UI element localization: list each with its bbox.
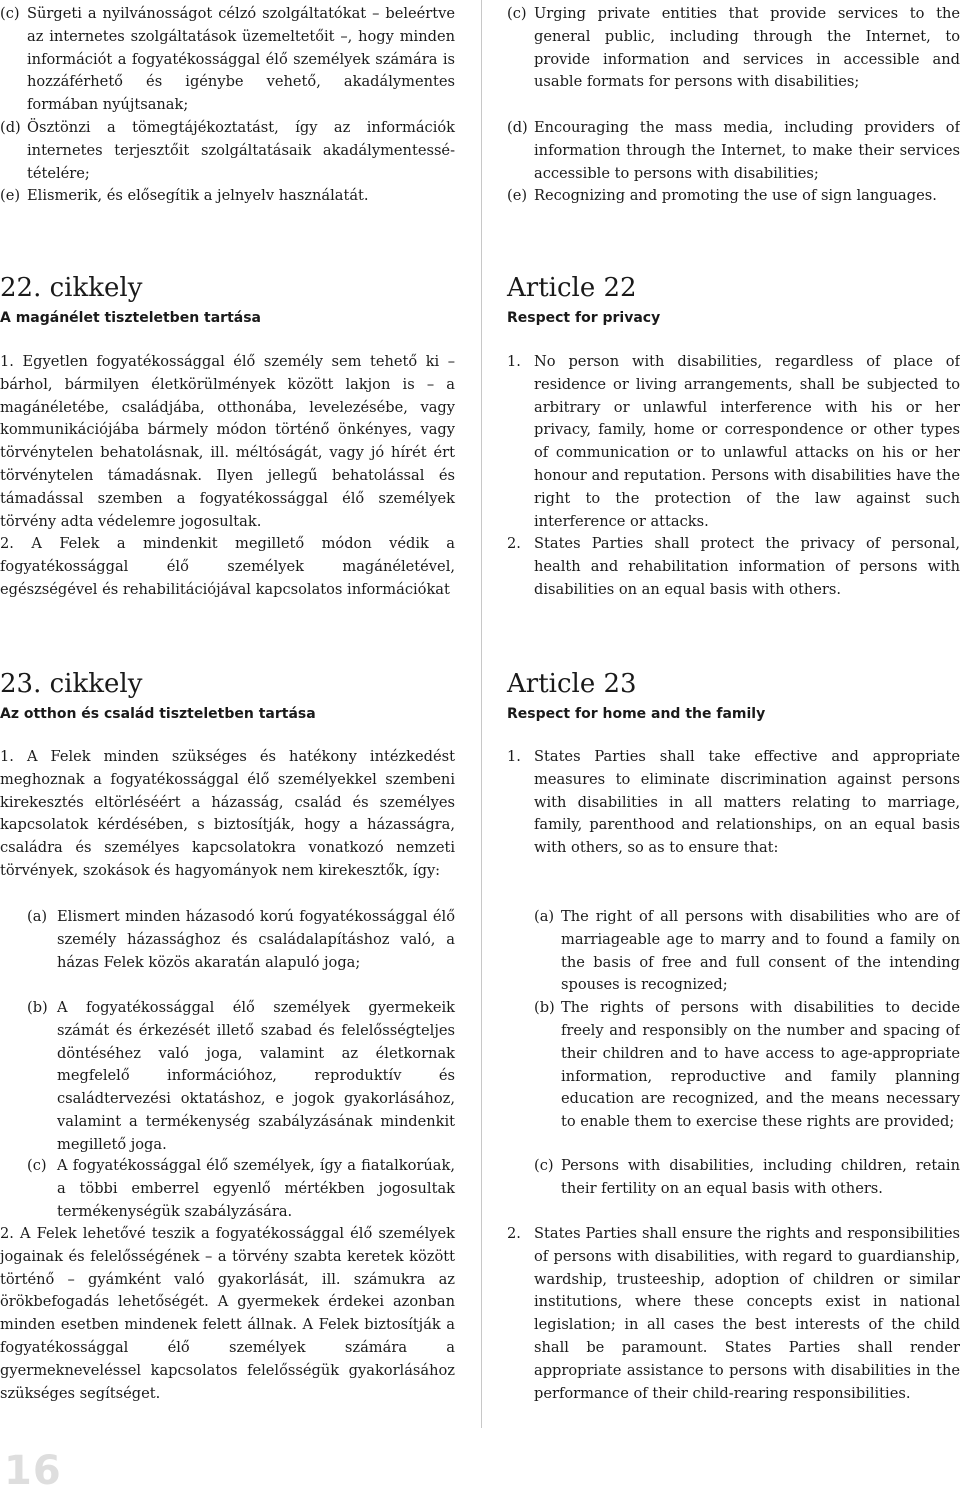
article-heading: Article 22 (507, 273, 637, 303)
paragraph: 2. States Parties shall ensure the rights and responsibilities of persons with disabilities, with regard to guardianship, wardship, trusteeship, adoption of children or similar institutions, where these concepts exist in national legislation; in all cases the best interests of the child shall be paramount. States Parties shall render appropriate assistance to persons with disabilities in the performance of their child-rearing responsibilities. (507, 1225, 960, 1402)
list-item: (d) Encouraging the mass media, including providers of information through the Internet, to make their services accessible to persons with disabilities; (507, 119, 960, 182)
article-subheading: Respect for home and the family (507, 706, 766, 722)
paragraph: 2. States Parties shall protect the privacy of personal, health and rehabilitation information of persons with disabilities on an equal basis with others. (507, 535, 960, 598)
article-body (0, 351, 455, 602)
paragraph: 1. States Parties shall take effective and appropriate measures to eliminate discrimination against persons with disabilities in all matters relating to marriage, family, parenthood and relationships, on an equal basis with others, so as to ensure that: (507, 748, 960, 857)
article-subheading: Respect for privacy (507, 310, 661, 326)
intro-list (507, 3, 960, 94)
list-item: (b) A fogyatékossággal élő személyek gyermekeik számát és érkezését illető szabad és felelősségteljes döntéséhez való joga, valamint az életkornak megfelelő információhoz, reproduktív és családtervezési oktatáshoz, e jogok gyakorlásához, valamint a termékenység szabályzásának mindenkit megillető joga. (27, 999, 455, 1153)
intro-list (0, 3, 455, 208)
article-heading: 22. cikkely (0, 273, 143, 303)
intro-list (507, 117, 960, 208)
article-body (507, 351, 960, 602)
paragraph: 2. A Felek a mindenkit megillető módon védik a fogyatékossággal élő személyek magánéletével, egészségével és rehabilitációjával kapcsolatos információkat (0, 535, 455, 598)
paragraph: 2. A Felek lehetővé teszik a fogyatékossággal élő személyek jogainak és felelősségének – a törvény szabta keretek között történő – gyámként való gyakorlását, ill. számukra az örökbefogadás lehetőségét. A gyermekek érdekei azonban minden esetben mindenek felett állnak. A Felek biztosítják a fogyatékossággal élő személyek számára a gyermekneveléssel kapcsolatos felelősségük gyakorlásához szükséges segítséget. (0, 1225, 456, 1402)
list-item: (c) Sürgeti a nyilvánosságot célzó szolgáltatókat – beleértve az internetes szolgáltatások üzemeltetőit –, hogy minden információt a fogyatékossággal élő személyek számára is hozzáférhető és igénybe vehető, akadálymentes formában nyújtsanak; (0, 5, 455, 114)
list-item: (c) A fogyatékossággal élő személyek, így a fiatalkorúak, a többi emberrel egyenlő mértékben jogosultak termékenységük szabályzására. (27, 1157, 455, 1220)
list-item: (e) Recognizing and promoting the use of sign languages. (507, 187, 937, 205)
list-item: (c) Persons with disabilities, including children, retain their fertility on an equal basis with others. (534, 1157, 960, 1197)
paragraph: 1. No person with disabilities, regardless of place of residence or living arrangements, shall be subjected to arbitrary or unlawful interference with his or her privacy, family, home or correspondence or other types of communication or to unlawful attacks on his or her honour and reputation. Persons with disabilities have the right to the protection of the law against such interference or attacks. (507, 353, 960, 530)
list-item: (a) The right of all persons with disabilities who are of marriageable age to marry and to found a family on the basis of free and full consent of the intending spouses is recognized; (b) The rights of persons with disabilities to decide freely and responsibly on the number and spacing of their children and to have access to age-appropriate information, reproductive and family planning education are recognized, and the means necessary to enable them to exercise these rights are provided; (534, 908, 960, 1131)
list-item: (d) Ösztönzi a tömegtájékoztatást, így az információk internetes terjesztőit szolgáltatásaik akadálymentessé-tételére; (0, 118, 455, 182)
column-divider (481, 0, 482, 1428)
article-subheading: Az otthon és család tiszteletben tartása (0, 706, 316, 722)
page-number: 16 (4, 1448, 62, 1494)
paragraph: 1. A Felek minden szükséges és hatékony intézkedést meghoznak a fogyatékossággal élő személyekkel szembeni kirekesztés eltörléséért a házasság, család és személyes kapcsolatok kérdésében, s biztosítják, hogy a házasságra, családra és személyes kapcsolatokra vonatkozó nemzeti törvények, szokások és hagyományok nem kirekesztők, így: (0, 748, 455, 879)
list-item: (c) Urging private entities that provide services to the general public, including through the Internet, to provide information and services in accessible and usable formats for persons with disabilities; (507, 5, 960, 91)
article-heading: Article 23 (507, 669, 637, 699)
paragraph: 1. Egyetlen fogyatékossággal élő személy sem tehető ki – bárhol, bármilyen életkörülmények között lakjon is – a magánéletébe, családjába, otthonába, levelezésébe, vagy kommunikációjába bármely módon történő önkényes, vagy törvénytelen behatolásnak, ill. méltóságát, vagy jó hírét ért törvénytelen támadásnak. Ilyen jellegű behatolással és támadással szemben a fogyatékossággal élő személyek törvény adta védelemre jogosultak. (0, 353, 455, 530)
list-item: (e) Elismerik, és elősegítik a jelnyelv használatát. (0, 187, 369, 205)
article-heading: 23. cikkely (0, 669, 143, 699)
article-subheading: A magánélet tiszteletben tartása (0, 310, 262, 326)
list-item: (a) Elismert minden házasodó korú fogyatékossággal élő személy házassághoz és családalapításhoz való, a házas Felek közös akaratán alapuló joga; (27, 908, 455, 971)
